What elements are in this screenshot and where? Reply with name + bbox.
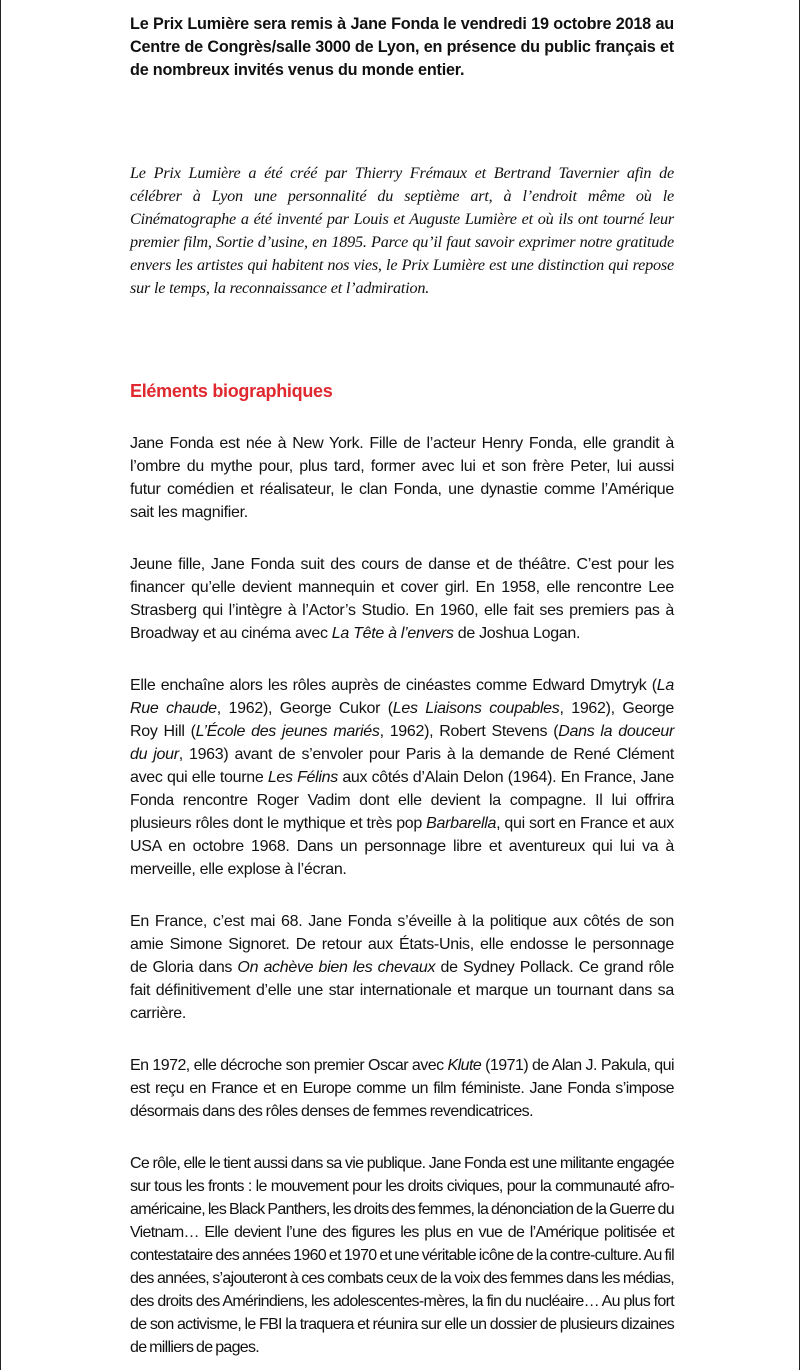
bio-text: de Sydney Pollack. Ce grand rôle fait définitivement d’elle une star internationale et marque un tournant dans sa carrière. (130, 959, 675, 1022)
bio-text: , 1962), George Cukor ( (216, 700, 393, 717)
bio-text: En France, c’est mai 68. Jane Fonda s’éveille à la politique aux côtés de son amie Simone Signoret. De retour aux États-Unis, elle endosse le personnage de Gloria dans (130, 913, 674, 976)
bio-text: , 1962), Robert Stevens ( (379, 723, 559, 740)
film-title: Les Liaisons coupables (392, 700, 560, 717)
bio-text: Elle enchaîne alors les rôles auprès de cinéastes comme Edward Dmytryk ( (130, 677, 657, 694)
intro-paragraph: Le Prix Lumière a été créé par Thierry Frémaux et Bertrand Tavernier afin de célébrer à Lyon une personnalité du septième art, à l’endroit même où le Cinématographe a été inventé par Louis et Auguste Lumière et où ils ont tourné leur premier film, Sortie d’usine, en 1895. Parce qu’il faut savoir exprimer notre gratitude envers les artistes qui habitent nos vies, le Prix Lumière est une distinction qui repose sur le temps, la reconnaissance et l’admiration. (130, 164, 674, 297)
film-title: La Tête à l’envers (331, 625, 454, 642)
film-title: On achève bien les chevaux (237, 959, 436, 976)
bio-text: de Joshua Logan. (453, 625, 581, 642)
bio-paragraph-5 (130, 1054, 674, 1123)
bio-text: Jeune fille, Jane Fonda suit des cours de danse et de théâtre. C’est pour les financer qu’elle devient mannequin et cover girl. En 1958, elle rencontre Lee Strasberg qui l’intègre à l’Actor’s Studio. En 1960, elle fait ses premiers pas à Broadway et au cinéma avec (130, 556, 674, 642)
bio-text: aux côtés d’Alain Delon (1964). En France, Jane Fonda rencontre Roger Vadim dont elle devient la compagne. Il lui offrira plusieurs rôles dont le mythique et très pop (130, 769, 674, 832)
bio-text: , qui sort en France et aux USA en octobre 1968. Dans un personnage libre et aventureux qui lui va à merveille, elle explose à l’écran. (130, 815, 674, 878)
article (130, 0, 674, 1359)
film-title: Barbarella (426, 815, 497, 832)
film-title: L’École des jeunes mariés (195, 723, 380, 740)
bio-paragraph-2 (130, 553, 674, 645)
film-title: Klute (447, 1057, 482, 1074)
bio-paragraph-4 (130, 910, 674, 1025)
bio-text: , 1962), George Roy Hill ( (130, 700, 674, 740)
film-title: La Rue chaude (130, 677, 674, 717)
bio-text: En 1972, elle décroche son premier Oscar avec (130, 1057, 448, 1074)
film-title: Les Félins (267, 769, 338, 786)
film-title: Dans la douceur du jour (130, 723, 674, 763)
bio-paragraph-1: Jane Fonda est née à New York. Fille de l’acteur Henry Fonda, elle grandit à l’ombre du mythe pour, plus tard, former avec lui et son frère Peter, lui aussi futur comédien et réalisateur, le clan Fonda, une dynastie comme l’Amérique sait les magnifier. (130, 435, 674, 521)
bio-text: , 1963) avant de s’envoler pour Paris à la demande de René Clément avec qui elle tourne (130, 746, 674, 786)
section-title: Eléments biographiques (130, 381, 333, 401)
lead-paragraph: Le Prix Lumière sera remis à Jane Fonda le vendredi 19 octobre 2018 au Centre de Congrès/salle 3000 de Lyon, en présence du public français et de nombreux invités venus du monde entier. (130, 15, 674, 79)
bio-paragraph-6: Ce rôle, elle le tient aussi dans sa vie publique. Jane Fonda est une militante engagée sur tous les fronts : le mouvement pour les droits civiques, pour la communauté afro-américaine, les Black Panthers, les droits des femmes, la dénonciation de la Guerre du Vietnam… Elle devient l’une des figures les plus en vue de l’Amérique politisée et contestataire des années 1960 et 1970 et une véritable icône de la contre-culture. Au fil des années, s’ajouteront à ces combats ceux de la voix des femmes dans les médias, des droits des Amérindiens, les adolescentes-mères, la fin du nucléaire… Au plus fort de son activisme, le FBI la traquera et réunira sur elle un dossier de plusieurs dizaines de milliers de pages. (130, 1155, 674, 1356)
bio-text: (1971) de Alan J. Pakula, qui est reçu en France et en Europe comme un film féministe. Jane Fonda s’impose désormais dans des rôles denses de femmes revendicatrices. (130, 1057, 674, 1120)
bio-paragraph-3 (130, 674, 674, 881)
